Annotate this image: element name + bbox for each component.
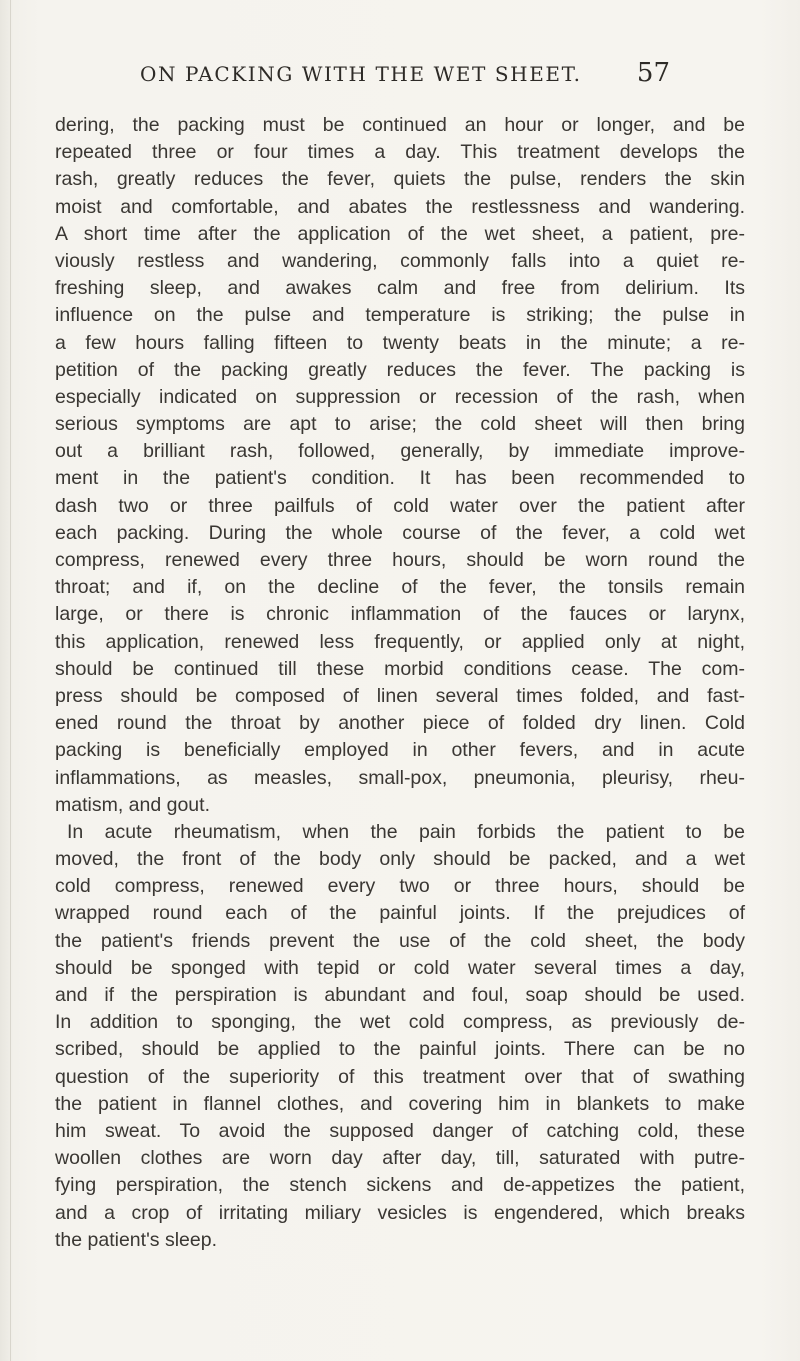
- text-line: out a brilliant rash, followed, generally, by immediate improve-: [55, 440, 745, 463]
- page-header: [140, 58, 670, 92]
- page-edge: [10, 0, 11, 1361]
- text-line: wrapped round each of the painful joints. If the prejudices of: [55, 902, 745, 925]
- text-line: influence on the pulse and temperature is striking; the pulse in: [55, 304, 745, 327]
- text-line: petition of the packing greatly reduces the fever. The packing is: [55, 358, 745, 381]
- text-line: In acute rheumatism, when the pain forbids the patient to be: [67, 820, 745, 843]
- text-line: question of the superiority of this treatment over that of swathing: [55, 1065, 745, 1088]
- text-line: this application, renewed less frequently, or applied only at night,: [55, 630, 745, 653]
- text-line: dash two or three pailfuls of cold water over the patient after: [55, 494, 745, 517]
- text-line: each packing. During the whole course of the fever, a cold wet: [55, 521, 745, 544]
- text-line: him sweat. To avoid the supposed danger of catching cold, these: [55, 1119, 745, 1142]
- text-line: matism, and gout.: [55, 793, 210, 816]
- text-line: In addition to sponging, the wet cold compress, as previously de-: [55, 1011, 745, 1034]
- text-line: viously restless and wandering, commonly falls into a quiet re-: [55, 249, 745, 272]
- text-line: scribed, should be applied to the painful joints. There can be no: [55, 1038, 745, 1061]
- text-line: serious symptoms are apt to arise; the cold sheet will then bring: [55, 413, 745, 436]
- text-line: especially indicated on suppression or recession of the rash, when: [55, 385, 745, 408]
- text-line: moist and comfortable, and abates the restlessness and wandering.: [55, 195, 745, 218]
- paragraph: [55, 112, 745, 819]
- text-line: should be sponged with tepid or cold water several times a day,: [55, 956, 745, 979]
- text-line: ened round the throat by another piece of folded dry linen. Cold: [55, 712, 745, 735]
- text-line: packing is beneficially employed in other fevers, and in acute: [55, 739, 745, 762]
- text-line: the patient's sleep.: [55, 1228, 217, 1251]
- text-line: cold compress, renewed every two or three hours, should be: [55, 875, 745, 898]
- text-line: freshing sleep, and awakes calm and free from delirium. Its: [55, 277, 745, 300]
- running-head: ON PACKING WITH THE WET SHEET.: [140, 62, 582, 86]
- text-line: throat; and if, on the decline of the fever, the tonsils remain: [55, 576, 745, 599]
- text-line: inflammations, as measles, small-pox, pneumonia, pleurisy, rheu-: [55, 766, 745, 789]
- text-line: press should be composed of linen several times folded, and fast-: [55, 684, 745, 707]
- text-line: fying perspiration, the stench sickens and de-appetizes the patient,: [55, 1174, 745, 1197]
- text-line: and a crop of irritating miliary vesicles is engendered, which breaks: [55, 1201, 745, 1224]
- text-line: compress, renewed every three hours, should be worn round the: [55, 549, 745, 571]
- text-line: A short time after the application of the wet sheet, a patient, pre-: [55, 222, 745, 245]
- text-line: rash, greatly reduces the fever, quiets the pulse, renders the skin: [55, 168, 745, 191]
- text-line: ment in the patient's condition. It has been recommended to: [55, 467, 745, 490]
- text-line: moved, the front of the body only should be packed, and a wet: [55, 848, 745, 871]
- text-line: repeated three or four times a day. This treatment develops the: [55, 141, 745, 164]
- text-line: large, or there is chronic inflammation of the fauces or larynx,: [55, 603, 745, 626]
- body-text: [55, 112, 745, 1254]
- text-line: a few hours falling fifteen to twenty beats in the minute; a re-: [55, 331, 745, 354]
- text-line: the patient's friends prevent the use of the cold sheet, the body: [55, 929, 745, 952]
- page-number: 57: [636, 58, 670, 88]
- text-line: and if the perspiration is abundant and foul, soap should be used.: [55, 984, 745, 1006]
- text-line: should be continued till these morbid conditions cease. The com-: [55, 657, 745, 680]
- text-line: the patient in flannel clothes, and covering him in blankets to make: [55, 1092, 745, 1115]
- text-line: dering, the packing must be continued an hour or longer, and be: [55, 114, 745, 136]
- text-line: woollen clothes are worn day after day, till, saturated with putre-: [55, 1147, 745, 1170]
- paragraph: [55, 819, 745, 1254]
